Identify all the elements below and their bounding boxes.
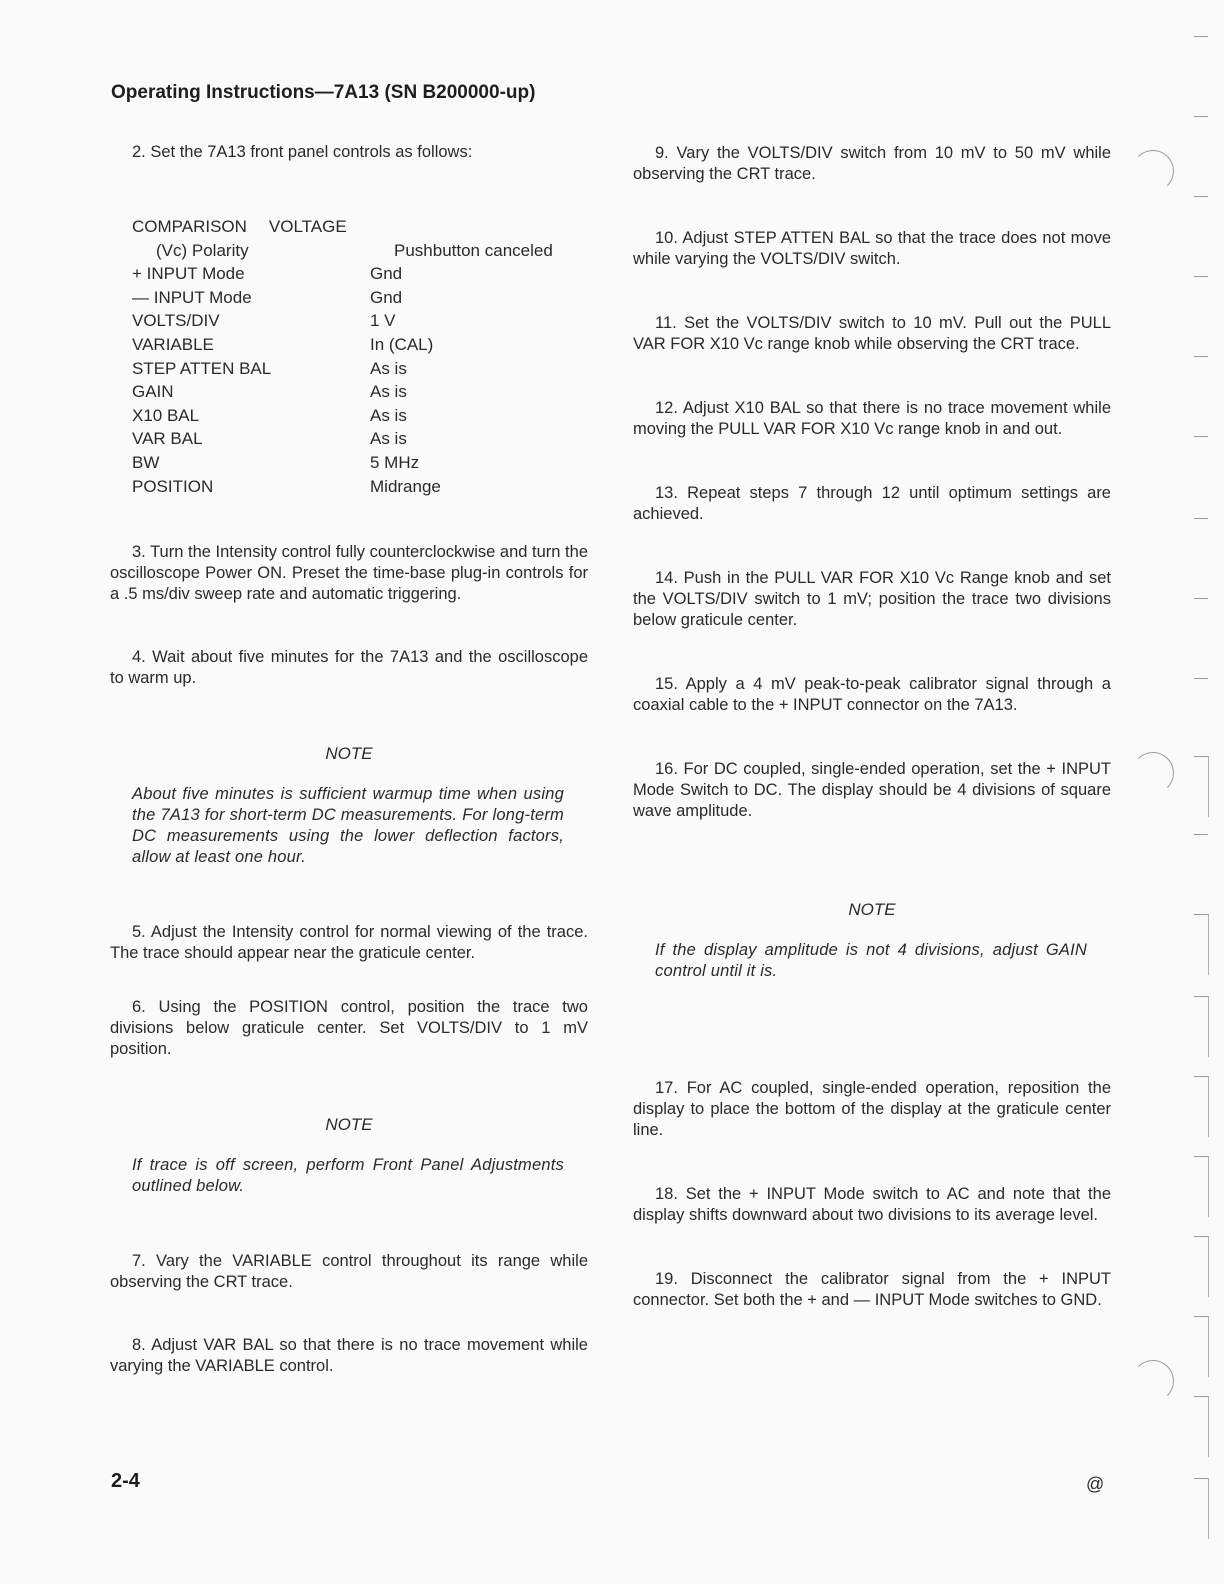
edge-bracket (1194, 1236, 1209, 1297)
setting-label: — INPUT Mode (132, 287, 252, 307)
edge-tick (1194, 598, 1208, 599)
setting-value: Pushbutton canceled (394, 240, 553, 260)
settings-header-value: VOLTAGE (268, 217, 347, 236)
edge-tick (1194, 276, 1208, 277)
setting-label: POSITION (132, 476, 214, 496)
setting-label: + INPUT Mode (132, 264, 245, 284)
binding-edge-marks (1164, 0, 1224, 1584)
step-4: 4. Wait about five minutes for the 7A13 and the oscilloscope to warm up. (110, 648, 588, 688)
settings-row (132, 333, 588, 357)
step-11: 11. Set the VOLTS/DIV switch to 10 mV. Pull out the PULL VAR FOR X10 Vᴄ range knob while observing the CRT trace. (633, 314, 1111, 353)
setting-label: VARIABLE (132, 334, 214, 354)
settings-table (132, 215, 588, 498)
note-1-body: About five minutes is sufficient warmup time when using the 7A13 for short-term DC measurements. For long-term DC measurements using the lower deflection factors, allow at least one hour. (132, 785, 564, 867)
setting-value: 5 MHz (370, 452, 420, 472)
edge-tick (1194, 518, 1208, 519)
settings-row (132, 475, 588, 499)
step-12: 12. Adjust X10 BAL so that there is no trace movement while moving the PULL VAR FOR X10 Vᴄ range knob in and out. (633, 399, 1111, 438)
edge-tick (1194, 834, 1208, 835)
setting-value: As is (370, 405, 407, 425)
note-3-title: NOTE (848, 900, 896, 919)
left-column (110, 142, 588, 1377)
settings-header-label: COMPARISON (132, 217, 247, 236)
edge-bracket (1194, 914, 1209, 975)
footer-mark: @ (1086, 1474, 1105, 1494)
page-header: Operating Instructions—7A13 (SN B200000-up) (111, 82, 536, 103)
settings-row (132, 239, 588, 263)
note-3-body: If the display amplitude is not 4 divisions, adjust GAIN control until it is. (655, 941, 1087, 980)
step-2: 2. Set the 7A13 front panel controls as follows: (132, 143, 473, 161)
edge-bracket (1194, 996, 1209, 1057)
step-14: 14. Push in the PULL VAR FOR X10 Vᴄ Range knob and set the VOLTS/DIV switch to 1 mV; position the trace two divisions below graticule center. (633, 569, 1111, 629)
punch-hole-arc (1132, 1360, 1174, 1402)
edge-tick (1194, 116, 1208, 117)
settings-header (132, 215, 588, 239)
edge-bracket (1194, 1076, 1209, 1137)
edge-tick (1194, 356, 1208, 357)
step-18: 18. Set the + INPUT Mode switch to AC and note that the display shifts downward about two divisions to its average level. (633, 1185, 1111, 1224)
step-9: 9. Vary the VOLTS/DIV switch from 10 mV to 50 mV while observing the CRT trace. (633, 144, 1111, 183)
settings-row (132, 451, 588, 475)
setting-label: X10 BAL (132, 405, 200, 425)
setting-label: (Vᴄ) Polarity (156, 240, 249, 260)
note-2-title: NOTE (325, 1115, 373, 1135)
edge-bracket (1194, 756, 1209, 817)
setting-value: As is (370, 358, 407, 378)
setting-value: As is (370, 429, 407, 449)
settings-row (132, 286, 588, 310)
settings-row (132, 262, 588, 286)
setting-label: GAIN (132, 382, 174, 402)
edge-tick (1194, 196, 1208, 197)
step-16: 16. For DC coupled, single-ended operation, set the + INPUT Mode Switch to DC. The display should be 4 divisions of square wave amplitude. (633, 760, 1111, 820)
step-8: 8. Adjust VAR BAL so that there is no trace movement while varying the VARIABLE control. (110, 1336, 588, 1376)
edge-tick (1194, 436, 1208, 437)
setting-label: STEP ATTEN BAL (132, 358, 272, 378)
edge-tick (1194, 36, 1208, 37)
step-15: 15. Apply a 4 mV peak-to-peak calibrator signal through a coaxial cable to the + INPUT connector on the 7A13. (633, 675, 1111, 714)
step-13: 13. Repeat steps 7 through 12 until optimum settings are achieved. (633, 484, 1111, 523)
setting-label: BW (132, 452, 160, 472)
setting-value: In (CAL) (370, 334, 434, 354)
settings-row (132, 427, 588, 451)
settings-row (132, 309, 588, 333)
settings-row (132, 380, 588, 404)
note-2-body: If trace is off screen, perform Front Panel Adjustments outlined below. (132, 1156, 564, 1196)
step-6: 6. Using the POSITION control, position the trace two divisions below graticule center. Set VOLTS/DIV to 1 mV position. (110, 998, 588, 1059)
step-7: 7. Vary the VARIABLE control throughout its range while observing the CRT trace. (110, 1252, 588, 1292)
setting-label: VAR BAL (132, 429, 203, 449)
setting-value: Gnd (370, 264, 403, 284)
edge-bracket (1194, 1156, 1209, 1217)
setting-value: Gnd (370, 287, 403, 307)
settings-row (132, 404, 588, 428)
note-1-title: NOTE (325, 744, 373, 764)
step-19: 19. Disconnect the calibrator signal from the + INPUT connector. Set both the + and — INPUT Mode switches to GND. (633, 1270, 1111, 1309)
edge-bracket (1194, 1478, 1209, 1539)
edge-bracket (1194, 1316, 1209, 1377)
setting-value: 1 V (370, 311, 396, 331)
right-column (633, 143, 1111, 1311)
page-number: 2-4 (111, 1470, 140, 1492)
setting-value: Midrange (370, 476, 441, 496)
punch-hole-arc (1132, 150, 1174, 192)
edge-bracket (1194, 1396, 1209, 1457)
step-5: 5. Adjust the Intensity control for normal viewing of the trace. The trace should appear near the graticule center. (110, 923, 588, 963)
edge-tick (1194, 678, 1208, 679)
setting-label: VOLTS/DIV (132, 311, 220, 331)
step-17: 17. For AC coupled, single-ended operation, reposition the display to place the bottom of the display at the graticule center line. (633, 1079, 1111, 1139)
setting-value: As is (370, 382, 407, 402)
step-10: 10. Adjust STEP ATTEN BAL so that the trace does not move while varying the VOLTS/DIV switch. (633, 229, 1111, 268)
settings-row (132, 357, 588, 381)
step-3: 3. Turn the Intensity control fully counterclockwise and turn the oscilloscope Power ON. Preset the time-base plug-in controls for a .5 ms/div sweep rate and automatic triggering. (110, 543, 588, 604)
punch-hole-arc (1132, 752, 1174, 794)
